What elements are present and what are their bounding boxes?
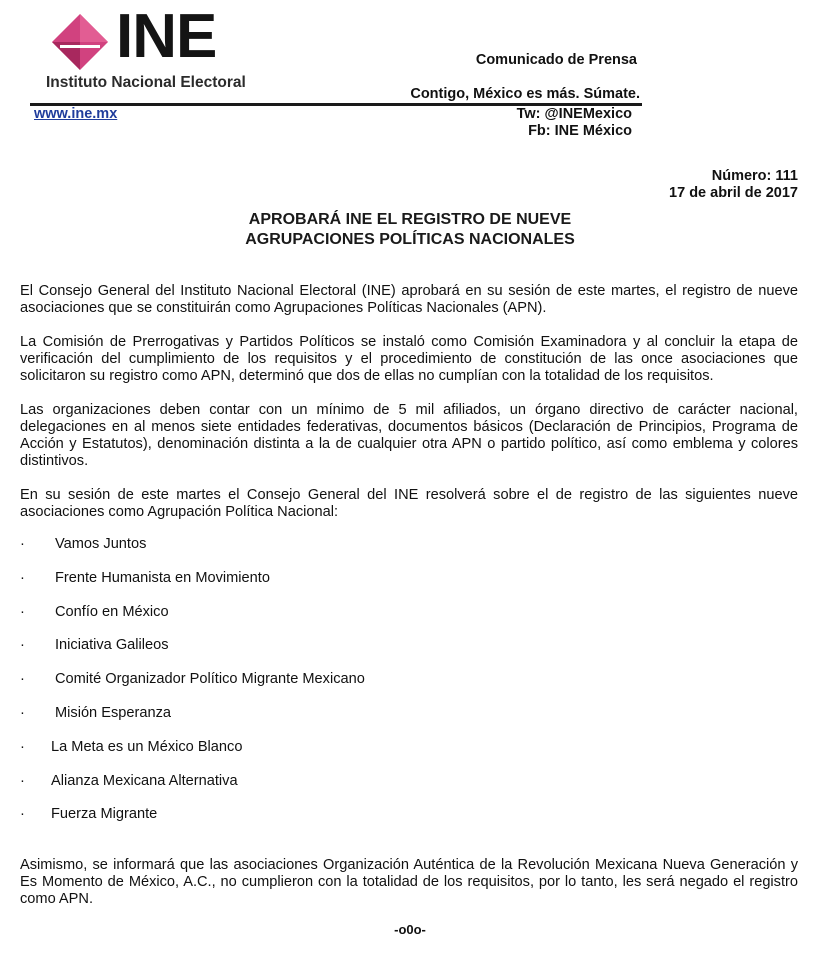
bullet-marker: · [20, 772, 25, 789]
logo-wordmark: INE [116, 2, 217, 71]
list-item [20, 806, 720, 840]
paragraph-session: En su sesión de este martes el Consejo General del INE resolverá sobre el de registro de las siguientes nueve asociaciones como Agrupación Política Nacional: [20, 487, 798, 520]
list-item [20, 570, 720, 604]
facebook-handle: Fb: INE México [528, 123, 632, 139]
paragraph-requirements: Las organizaciones deben contar con un mínimo de 5 mil afiliados, un órgano directivo de carácter nacional, delegaciones en al menos siete entidades federativas, documentos básicos (Declaración de Principios, Programa de Acción y Estatutos), denominación distinta a la de cualquier otra APN o partido político, así como emblema y colores distintivos. [20, 402, 798, 469]
logo-subtitle: Instituto Nacional Electoral [46, 74, 246, 91]
ballot-box-icon [50, 12, 110, 72]
list-item [20, 671, 720, 705]
list-item-label: Frente Humanista en Movimiento [55, 569, 270, 586]
press-release-label: Comunicado de Prensa [475, 52, 637, 68]
bullet-marker: · [20, 569, 25, 586]
list-item-label: Alianza Mexicana Alternativa [51, 772, 238, 789]
website-link[interactable]: www.ine.mx [34, 106, 118, 122]
list-item [20, 536, 720, 570]
paragraph-intro: El Consejo General del Instituto Nacional Electoral (INE) aprobará en su sesión de este martes, el registro de nueve asociaciones que se constituirán como Agrupaciones Políticas Nacionales (APN). [20, 283, 798, 316]
list-item [20, 705, 720, 739]
release-number: Número: 111 [711, 168, 798, 184]
list-item [20, 773, 720, 807]
release-meta [669, 168, 798, 202]
bullet-marker: · [20, 536, 25, 552]
bullet-marker: · [20, 738, 25, 755]
list-item-label: La Meta es un México Blanco [51, 738, 243, 755]
list-item-label: Confío en México [55, 603, 169, 620]
headline-line-1: APROBARÁ INE EL REGISTRO DE NUEVE [248, 211, 572, 228]
closing-mark: -o0o- [394, 922, 426, 937]
list-item-label: Misión Esperanza [55, 704, 171, 721]
bullet-marker: · [20, 671, 25, 688]
list-item [20, 604, 720, 638]
list-item [20, 739, 720, 773]
paragraph-rejected: Asimismo, se informará que las asociaciones Organización Auténtica de la Revolución Mexicana Nueva Generación y Es Momento de México, A.C., no cumplieron con la totalidad de los requisitos, por lo tanto, les será negado el registro como APN. [20, 857, 798, 907]
list-item-label: Fuerza Migrante [51, 806, 158, 823]
bullet-marker: · [20, 704, 25, 721]
list-item-label: Iniciativa Galileos [55, 637, 169, 654]
bullet-marker: · [20, 637, 25, 654]
list-item-label: Comité Organizador Político Migrante Mexicano [55, 671, 365, 688]
release-date: 17 de abril de 2017 [669, 185, 798, 201]
bullet-marker: · [20, 603, 25, 620]
list-item [20, 637, 720, 671]
slogan: Contigo, México es más. Súmate. [410, 86, 640, 102]
ine-logo [44, 2, 274, 92]
headline [0, 210, 820, 250]
list-item-label: Vamos Juntos [55, 536, 147, 552]
paragraph-commission: La Comisión de Prerrogativas y Partidos Políticos se instaló como Comisión Examinadora y al concluir la etapa de verificación del cumplimiento de los requisitos y el procedimiento de constitución de las once asociaciones que solicitaron su registro como APN, determinó que dos de ellas no cumplían con la totalidad de los requisitos. [20, 334, 798, 384]
bullet-marker: · [20, 806, 25, 823]
headline-line-2: AGRUPACIONES POLÍTICAS NACIONALES [245, 231, 575, 248]
twitter-handle: Tw: @INEMexico [516, 106, 632, 122]
associations-list [20, 536, 720, 840]
